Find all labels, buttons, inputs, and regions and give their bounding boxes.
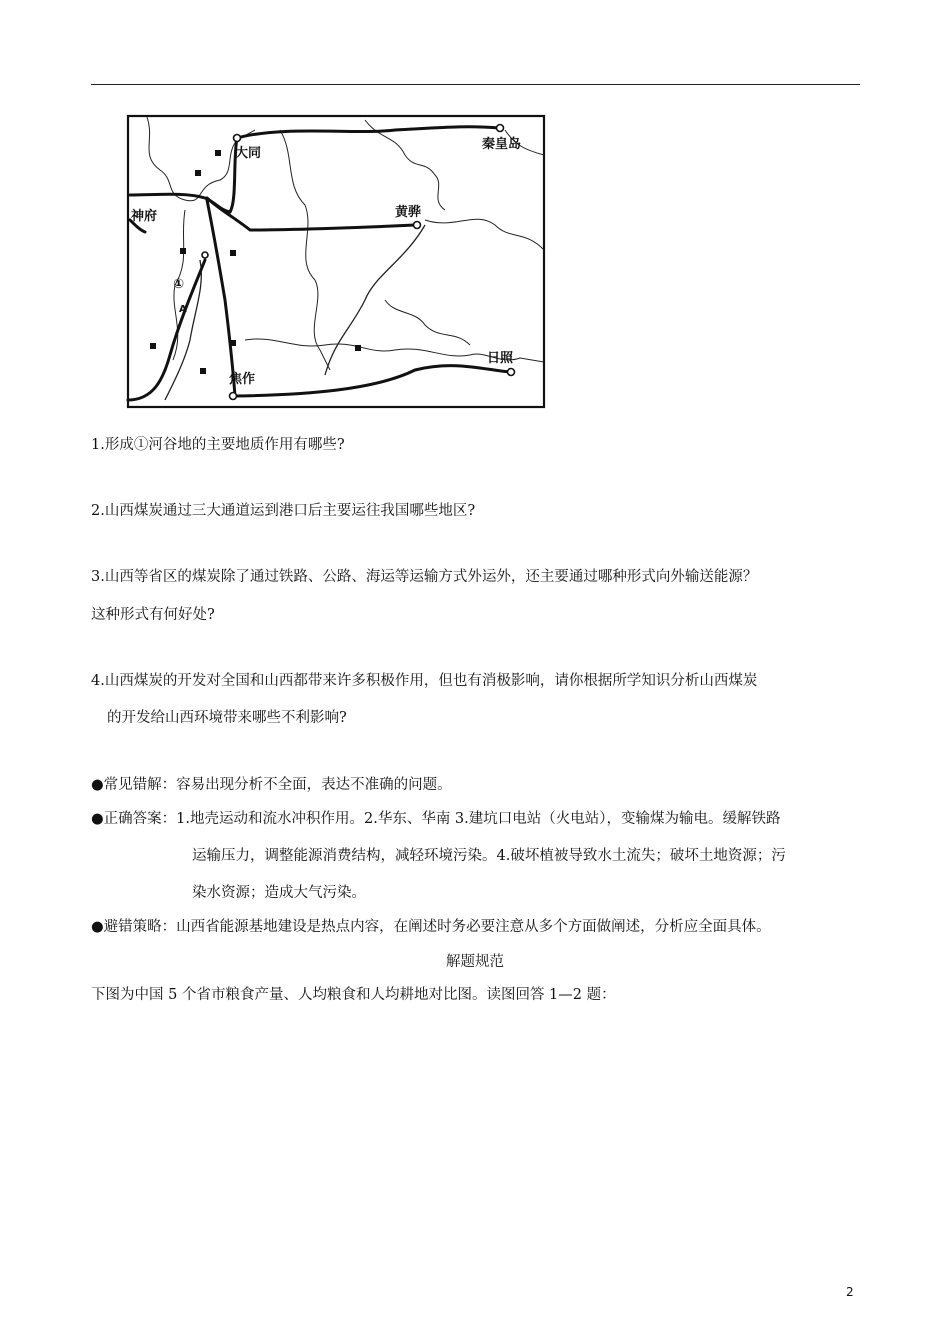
city-small-marker xyxy=(202,252,208,258)
correct-answer-line1: ●正确答案：1.地壳运动和流水冲积作用。2.华东、华南 3.建坑口电站（火电站），变输煤为输电。缓解铁路 xyxy=(91,811,781,827)
label-rizhao: 日照 xyxy=(487,351,514,366)
label-shenfu: 神府 xyxy=(131,209,158,224)
label-jiaozuo: 焦作 xyxy=(229,372,256,387)
header-rule xyxy=(91,84,860,85)
coal-base-icon xyxy=(215,150,221,156)
city-rizhao-marker xyxy=(508,369,515,376)
city-datong-marker xyxy=(234,135,241,142)
city-qinhuangdao-marker xyxy=(497,125,504,132)
city-jiaozuo-marker xyxy=(230,393,237,400)
coal-base-icon xyxy=(230,250,236,256)
city-huanghua-marker xyxy=(414,222,421,229)
correct-answer-line3: 染水资源；造成大气污染。 xyxy=(192,885,366,901)
page-number: 2 xyxy=(846,1285,854,1299)
coal-base-icon xyxy=(355,345,361,351)
coal-base-icon xyxy=(200,368,206,374)
map-frame xyxy=(128,116,544,407)
common-errors: ●常见错解：容易出现分析不全面，表达不准确的问题。 xyxy=(91,777,452,793)
question-4-line1: 4.山西煤炭的开发对全国和山西都带来许多积极作用，但也有消极影响，请你根据所学知识分析山西煤炭 xyxy=(91,673,758,689)
section-title: 解题规范 xyxy=(446,954,504,970)
question-2: 2.山西煤炭通过三大通道运到港口后主要运往我国哪些地区? xyxy=(91,503,476,519)
error-strategy: ●避错策略：山西省能源基地建设是热点内容，在阐述时务必要注意从多个方面做阐述，分析应全面具体。 xyxy=(91,919,771,935)
coal-base-icon xyxy=(180,248,186,254)
question-3-line2: 这种形式有何好处? xyxy=(91,607,215,623)
question-3-line1: 3.山西等省区的煤炭除了通过铁路、公路、海运等运输方式外运外，还主要通过哪种形式向外输送能源？ xyxy=(91,569,758,585)
coal-base-icon xyxy=(230,340,236,346)
correct-answer-line2: 运输压力，调整能源消费结构，减轻环境污染。4.破坏植被导致水土流失；破坏土地资源；污 xyxy=(192,848,786,864)
coal-base-icon xyxy=(150,343,156,349)
intro-text: 下图为中国 5 个省市粮食产量、人均粮食和人均耕地对比图。读图回答 1—2 题： xyxy=(91,987,616,1003)
label-marker-1: ① xyxy=(173,277,185,292)
railway-map xyxy=(125,100,547,410)
question-1: 1.形成①河谷地的主要地质作用有哪些? xyxy=(91,437,345,453)
label-datong: 大同 xyxy=(235,146,262,161)
coal-base-icon xyxy=(195,170,201,176)
label-qinhuangdao: 秦皇岛 xyxy=(482,137,522,152)
label-marker-a: A xyxy=(179,304,187,315)
label-huanghua: 黄骅 xyxy=(395,205,422,220)
question-4-line2: 的开发给山西环境带来哪些不利影响? xyxy=(107,710,347,726)
